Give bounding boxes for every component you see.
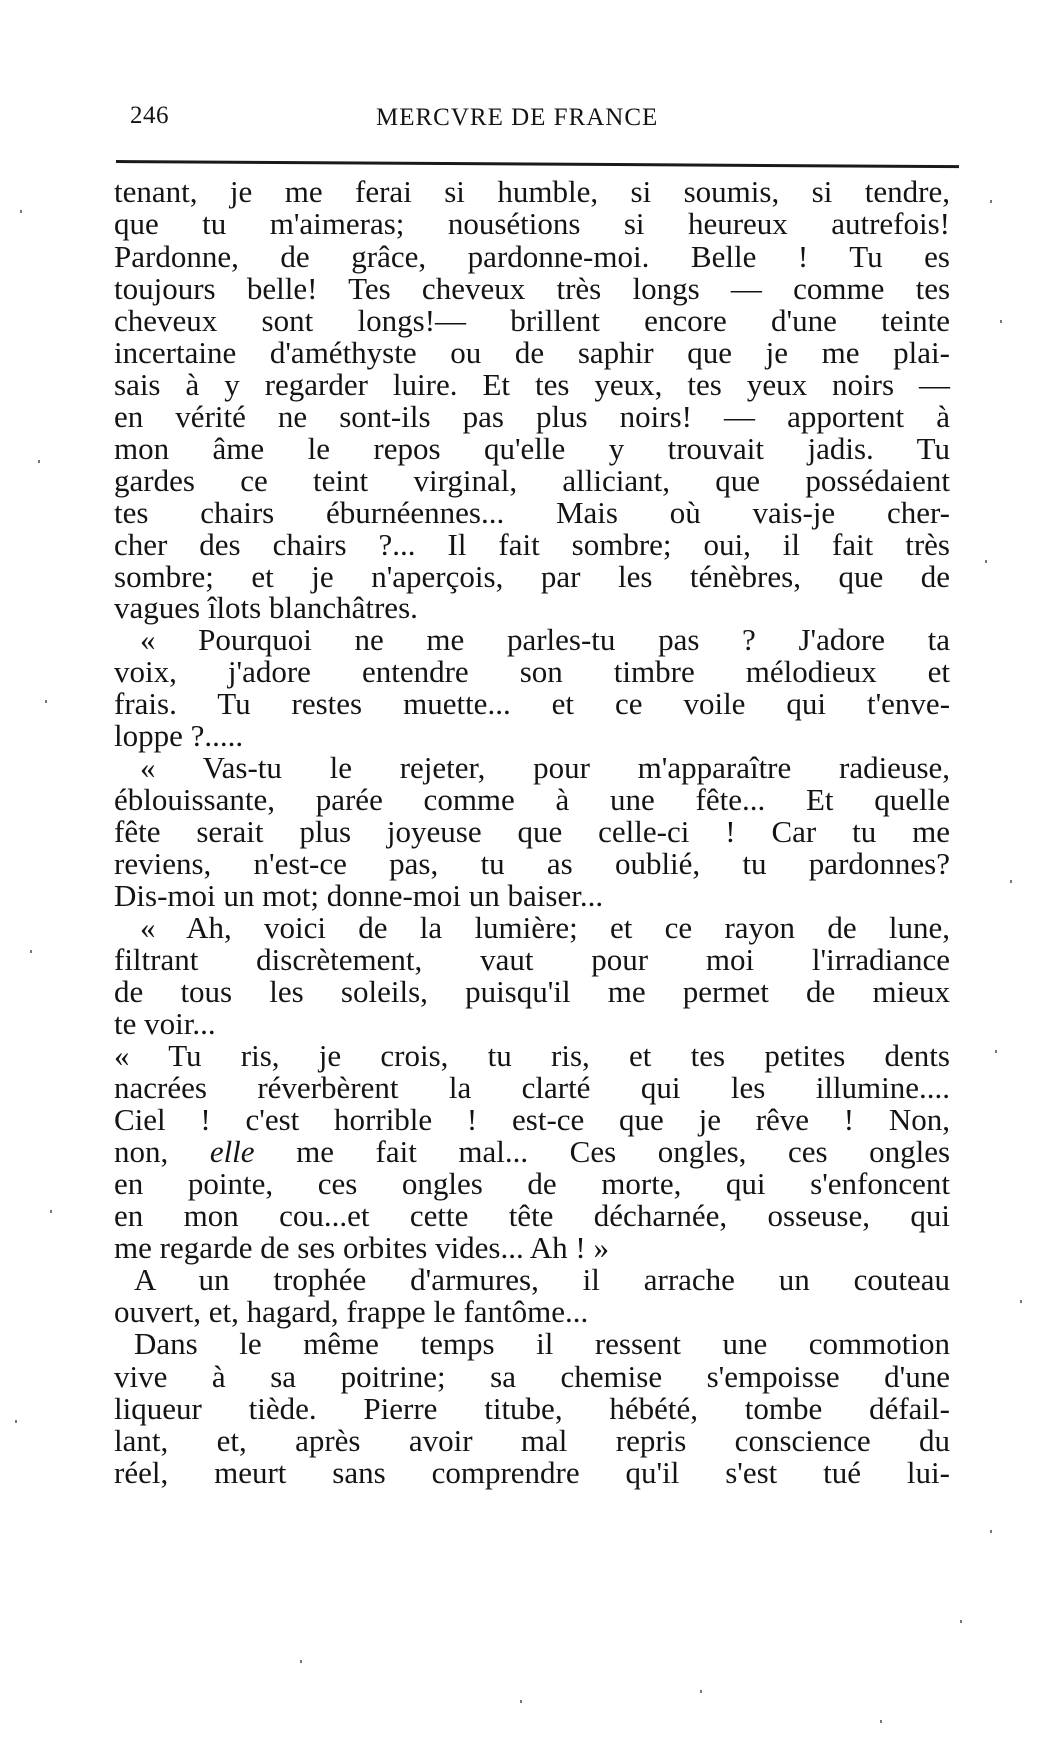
scan-speck (985, 560, 987, 563)
text-line: non, elle me fait mal... Ces ongles, ces ongles (114, 1134, 951, 1169)
text-line: « Ah, voici de la lumière; et ce rayon de lune, (140, 910, 950, 945)
text-line: de tous les soleils, puisqu'il me permet de mieux (114, 974, 950, 1009)
scan-speck (995, 1050, 997, 1053)
text-line: en mon cou...et cette tête décharnée, osseuse, qui (114, 1198, 950, 1233)
text-line: vive à sa poitrine; sa chemise s'empoisse d'une (114, 1359, 951, 1394)
text-line: gardes ce teint virginal, alliciant, que possédaient (114, 463, 950, 498)
text-line: sombre; et je n'aperçois, par les ténèbres, que de (114, 559, 951, 594)
text-line: reviens, n'est-ce pas, tu as oublié, tu pardonnes? (114, 846, 950, 881)
text-line: tenant, je me ferai si humble, si soumis, si tendre, (114, 174, 950, 209)
scan-speck (45, 700, 47, 703)
scan-speck (880, 1720, 882, 1723)
text-line: « Pourquoi ne me parles-tu pas ? J'adore ta (140, 622, 950, 657)
text-line: Ciel ! c'est horrible ! est-ce que je rêve ! Non, (114, 1102, 951, 1137)
text-line: sais à y regarder luire. Et tes yeux, tes yeux noirs — (114, 367, 951, 402)
text-line: en pointe, ces ongles de morte, qui s'enfoncent (114, 1166, 951, 1201)
text-line: lant, et, après avoir mal repris conscience du (114, 1423, 951, 1458)
text-line: Dis-moi un mot; donne-moi un baiser... (114, 878, 604, 913)
scan-speck (1020, 1300, 1022, 1303)
text-line: incertaine d'améthyste ou de saphir que je me plai- (114, 335, 950, 370)
text-line: réel, meurt sans comprendre qu'il s'est tué lui- (114, 1455, 950, 1490)
scan-speck (520, 1700, 522, 1703)
text-line: cher des chairs ?... Il fait sombre; oui, il fait très (114, 527, 950, 562)
text-line: filtrant discrètement, vaut pour moi l'irradiance (114, 942, 951, 977)
text-line: vagues îlots blanchâtres. (114, 590, 418, 625)
scan-speck (50, 1210, 52, 1213)
text-line: « Tu ris, je crois, tu ris, et tes petites dents (114, 1038, 950, 1073)
text-line: Dans le même temps il ressent une commotion (134, 1326, 951, 1361)
text-line: Pardonne, de grâce, pardonne-moi. Belle ! Tu es (114, 239, 950, 274)
scan-speck (20, 210, 22, 213)
text-line: tes chairs éburnéennes... Mais où vais-je cher- (114, 495, 950, 530)
text-line: cheveux sont longs!— brillent encore d'une teinte (114, 303, 950, 338)
text-line: A un trophée d'armures, il arrache un couteau (134, 1262, 950, 1297)
text-line: te voir... (114, 1006, 216, 1041)
scan-speck (38, 460, 40, 463)
scan-speck (15, 1420, 17, 1423)
text-line: liqueur tiède. Pierre titube, hébété, tombe défail- (114, 1391, 950, 1426)
scan-speck (1010, 880, 1012, 883)
text-line: me regarde de ses orbites vides... Ah ! » (114, 1230, 610, 1265)
text-line: fête serait plus joyeuse que celle-ci ! Car tu me (114, 814, 950, 849)
scan-speck (700, 1690, 702, 1693)
text-line: voix, j'adore entendre son timbre mélodieux et (114, 654, 951, 689)
scan-speck (960, 1620, 962, 1623)
text-line: nacrées réverbèrent la clarté qui les illumine.... (114, 1070, 951, 1105)
text-line: frais. Tu restes muette... et ce voile qui t'enve- (114, 686, 951, 721)
page-number: 246 (130, 102, 169, 129)
text-line: toujours belle! Tes cheveux très longs — comme tes (114, 271, 951, 306)
italic-word: elle (209, 1134, 255, 1169)
scan-speck (30, 950, 32, 953)
scan-speck (300, 1660, 302, 1663)
scan-speck (990, 1530, 992, 1533)
text-line: que tu m'aimeras; nousétions si heureux autrefois! (114, 206, 951, 241)
running-title: MERCVRE DE FRANCE (376, 104, 659, 131)
text-line: loppe ?..... (114, 718, 244, 753)
scan-speck (990, 200, 992, 203)
text-line: « Vas-tu le rejeter, pour m'apparaître radieuse, (140, 750, 951, 785)
text-line: ouvert, et, hagard, frappe le fantôme... (114, 1294, 589, 1329)
scan-speck (1000, 320, 1002, 323)
text-line: éblouissante, parée comme à une fête... Et quelle (114, 782, 950, 817)
text-line: mon âme le repos qu'elle y trouvait jadis. Tu (114, 431, 950, 466)
text-line: en vérité ne sont-ils pas plus noirs! — apportent à (114, 399, 950, 434)
